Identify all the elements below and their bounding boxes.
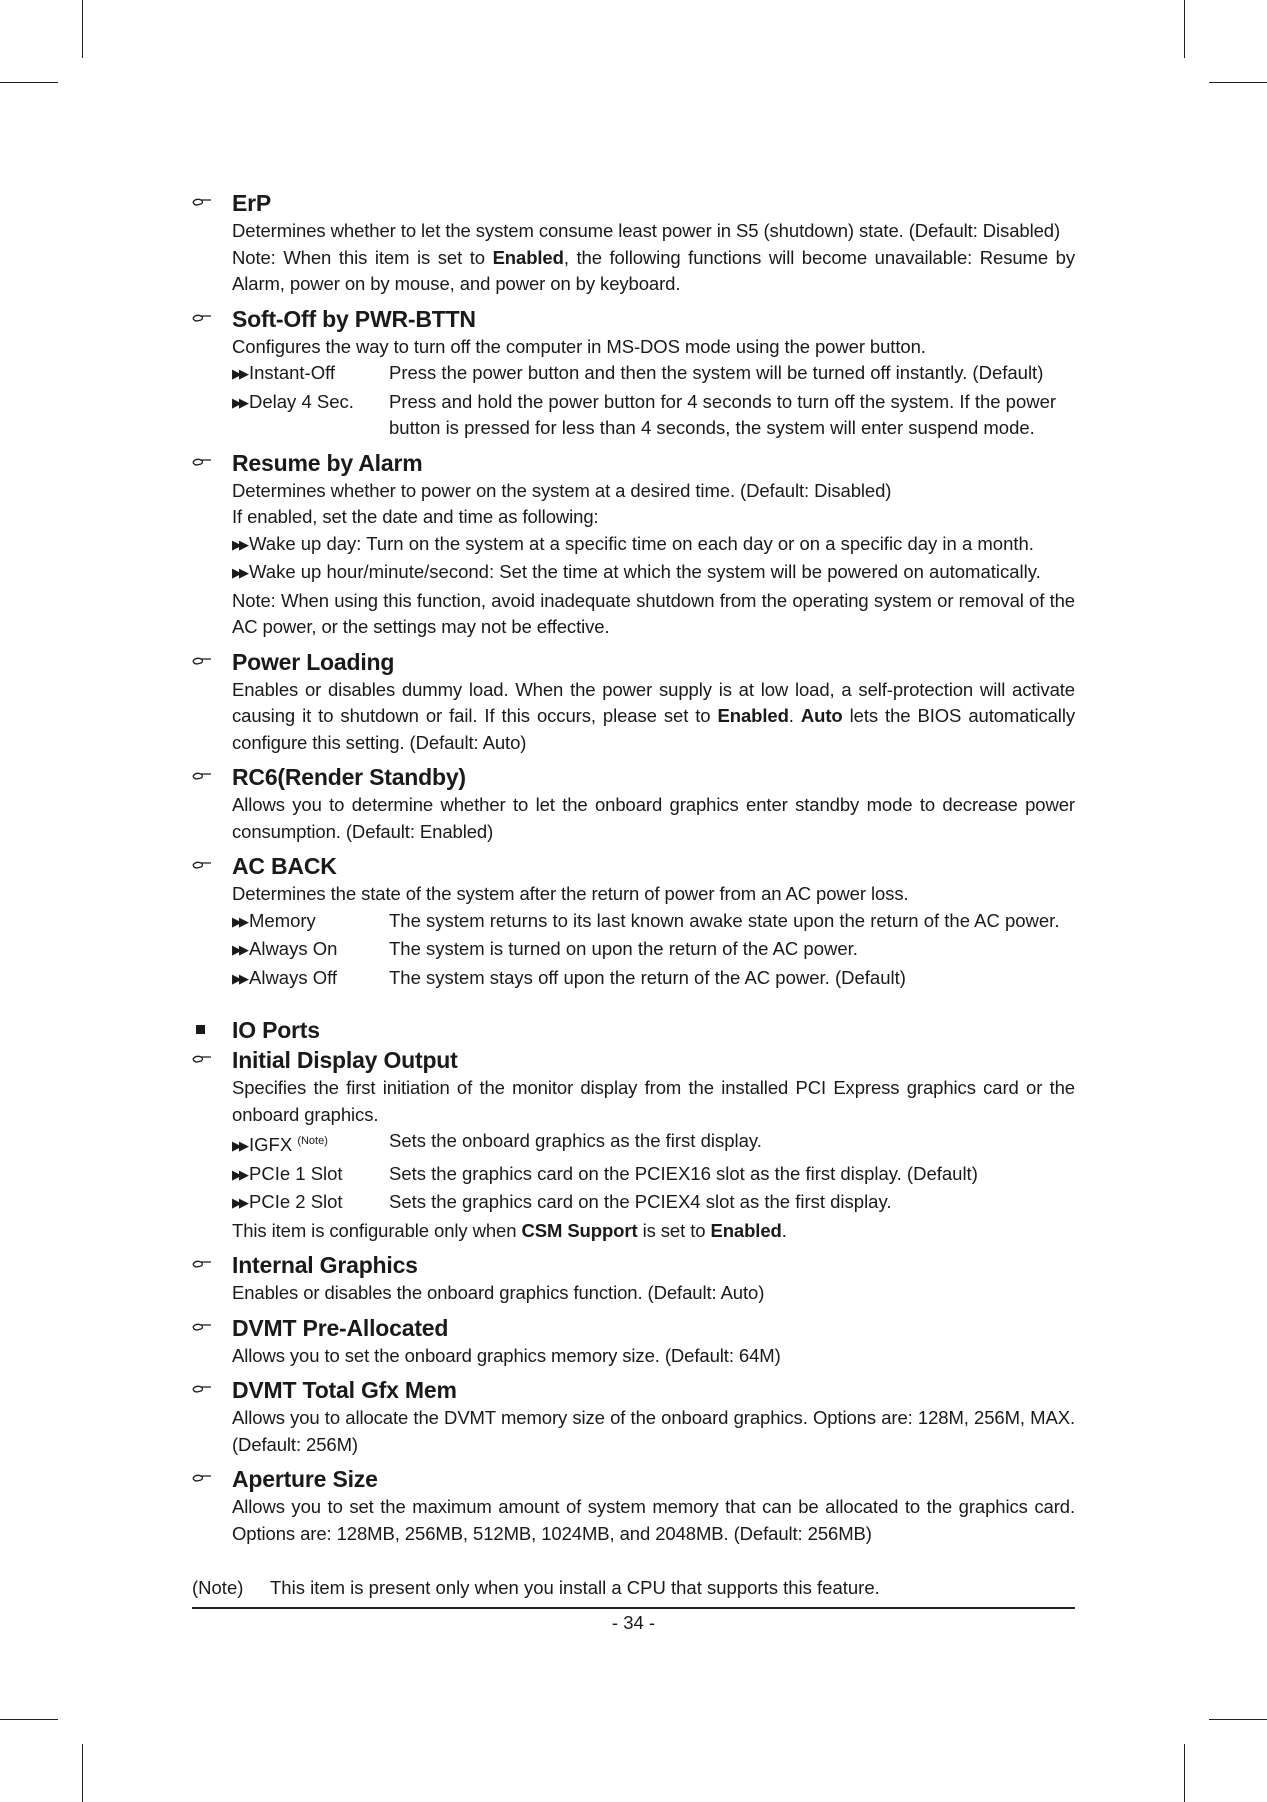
section-erp <box>192 188 1075 298</box>
double-arrow-icon: ▶▶ <box>232 394 246 410</box>
section-internal-graphics <box>192 1250 1075 1307</box>
section-title: DVMT Pre-Allocated <box>232 1314 449 1341</box>
section-resume-by-alarm <box>192 448 1075 641</box>
section-initial-display-output <box>192 1045 1075 1244</box>
section-power-loading <box>192 647 1075 757</box>
footnote-label: (Note) <box>192 1577 244 1598</box>
option-row: ▶▶ Always On The system is turned on upon the return of the AC power. <box>232 938 858 959</box>
bullet-item: ▶▶ Wake up day: Turn on the system at a specific time on each day or on a specific day in a month. <box>232 532 1034 554</box>
pointing-hand-icon <box>192 1384 212 1394</box>
description: Enables or disables dummy load. When the power supply is at low load, a self-protection will activate causing it to shutdown or fail. If this occurs, please set to Enabled. Auto lets the BIOS automatically configure this setting. (Default: Auto) <box>232 678 1075 753</box>
section-title: Internal Graphics <box>232 1252 418 1279</box>
note-marker: (Note) <box>297 1135 328 1147</box>
description: Determines whether to let the system consume least power in S5 (shutdown) state. (Default: Disabled) <box>232 220 1061 241</box>
crop-mark <box>0 1719 58 1720</box>
option-row: ▶▶ Delay 4 Sec. Press and hold the power button for 4 seconds to turn off the system. If the power button is pressed for less than 4 seconds, the system will enter suspend mode. <box>232 390 1057 438</box>
option-row: ▶▶ PCIe 2 Slot Sets the graphics card on the PCIEX4 slot as the first display. <box>232 1191 892 1213</box>
description: Allows you to set the maximum amount of system memory that can be allocated to the graphics card. Options are: 128MB, 256MB, 512MB, 1024MB, and 2048MB. (Default: 256MB) <box>232 1496 1075 1544</box>
section-ac-back <box>192 851 1075 993</box>
pointing-hand-icon <box>192 1473 212 1483</box>
description: Allows you to allocate the DVMT memory size of the onboard graphics. Options are: 128M, 256M, MAX. (Default: 256M) <box>232 1407 1075 1455</box>
section-title: RC6(Render Standby) <box>232 764 466 790</box>
crop-mark <box>1209 82 1267 83</box>
description: Enables or disables the onboard graphics function. (Default: Auto) <box>232 1282 765 1304</box>
section-title: Soft-Off by PWR-BTTN <box>232 305 476 332</box>
note: This item is configurable only when CSM Support is set to Enabled. <box>232 1219 787 1241</box>
section-title: Initial Display Output <box>232 1047 458 1073</box>
crop-mark <box>82 1744 83 1802</box>
bullet-item: ▶▶ Wake up hour/minute/second: Set the time at which the system will be powered on automatically. <box>232 561 1041 582</box>
section-dvmt-total-gfx-mem <box>192 1375 1075 1458</box>
double-arrow-icon: ▶▶ <box>232 970 246 986</box>
pointing-hand-icon <box>192 860 212 870</box>
pointing-hand-icon <box>192 197 212 207</box>
section-title: AC BACK <box>232 853 337 879</box>
pointing-hand-icon <box>192 457 212 467</box>
double-arrow-icon: ▶▶ <box>232 366 246 381</box>
double-arrow-icon: ▶▶ <box>232 913 246 929</box>
description: Determines the state of the system after the return of power from an AC power loss. <box>232 883 909 904</box>
section-dvmt-pre-allocated <box>192 1313 1075 1370</box>
footnote <box>192 1575 1075 1601</box>
description: Determines whether to power on the system at a desired time. (Default: Disabled) <box>232 479 892 501</box>
page-number: - 34 - <box>611 1612 656 1633</box>
manual-content <box>192 188 1075 1547</box>
option-row: ▶▶ Memory The system returns to its last known awake state upon the return of the AC power. <box>232 909 1060 931</box>
option-row: ▶▶ Always Off The system stays off upon the return of the AC power. (Default) <box>232 966 906 988</box>
pointing-hand-icon <box>192 771 212 781</box>
double-arrow-icon: ▶▶ <box>232 1166 246 1182</box>
pointing-hand-icon <box>192 656 212 666</box>
pointing-hand-icon <box>192 1054 212 1064</box>
pointing-hand-icon <box>192 313 212 323</box>
footer-rule <box>192 1607 1075 1609</box>
option-row: ▶▶ Instant-Off Press the power button and then the system will be turned off instantly. (Default) <box>232 362 1044 383</box>
section-aperture-size <box>192 1464 1075 1547</box>
description: Configures the way to turn off the computer in MS-DOS mode using the power button. <box>232 335 926 357</box>
crop-mark <box>0 82 58 83</box>
crop-mark <box>1184 1744 1185 1802</box>
section-title: ErP <box>232 190 272 216</box>
crop-mark <box>1184 0 1185 58</box>
description: Allows you to set the onboard graphics memory size. (Default: 64M) <box>232 1344 781 1366</box>
section-soft-off <box>192 304 1075 442</box>
io-ports-heading: IO Ports <box>192 1015 1075 1045</box>
square-bullet-icon <box>196 1025 205 1034</box>
double-arrow-icon: ▶▶ <box>232 1138 246 1154</box>
double-arrow-icon: ▶▶ <box>232 536 246 552</box>
section-title: Aperture Size <box>232 1466 378 1493</box>
note: Note: When using this function, avoid inadequate shutdown from the operating system or removal of the AC power, or the settings may not be effective. <box>232 589 1075 637</box>
crop-mark <box>82 0 83 58</box>
section-title: DVMT Total Gfx Mem <box>232 1377 457 1404</box>
section-rc6 <box>192 762 1075 845</box>
double-arrow-icon: ▶▶ <box>232 565 246 580</box>
pointing-hand-icon <box>192 1322 212 1332</box>
footnote-text: This item is present only when you install a CPU that supports this feature. <box>270 1577 880 1598</box>
option-row: ▶▶ IGFX $^{(Note)}$ Sets the onboard graphics as the first display. <box>232 1130 762 1156</box>
double-arrow-icon: ▶▶ <box>232 1195 246 1211</box>
crop-mark <box>1209 1719 1267 1720</box>
pointing-hand-icon <box>192 1259 212 1269</box>
description: Specifies the first initiation of the monitor display from the installed PCI Express graphics card or the onboard graphics. <box>232 1077 1075 1125</box>
note: Note: When this item is set to Enabled, the following functions will become unavailable: Resume by Alarm, power on by mouse, and power on by keyboard. <box>232 246 1075 294</box>
description: If enabled, set the date and time as following: <box>232 506 599 527</box>
option-row: ▶▶ PCIe 1 Slot Sets the graphics card on the PCIEX16 slot as the first display. (Default) <box>232 1162 978 1184</box>
description: Allows you to determine whether to let the onboard graphics enter standby mode to decrease power consumption. (Default: Enabled) <box>232 794 1075 842</box>
section-title: Resume by Alarm <box>232 449 423 476</box>
section-title: Power Loading <box>232 648 395 675</box>
double-arrow-icon: ▶▶ <box>232 942 246 957</box>
